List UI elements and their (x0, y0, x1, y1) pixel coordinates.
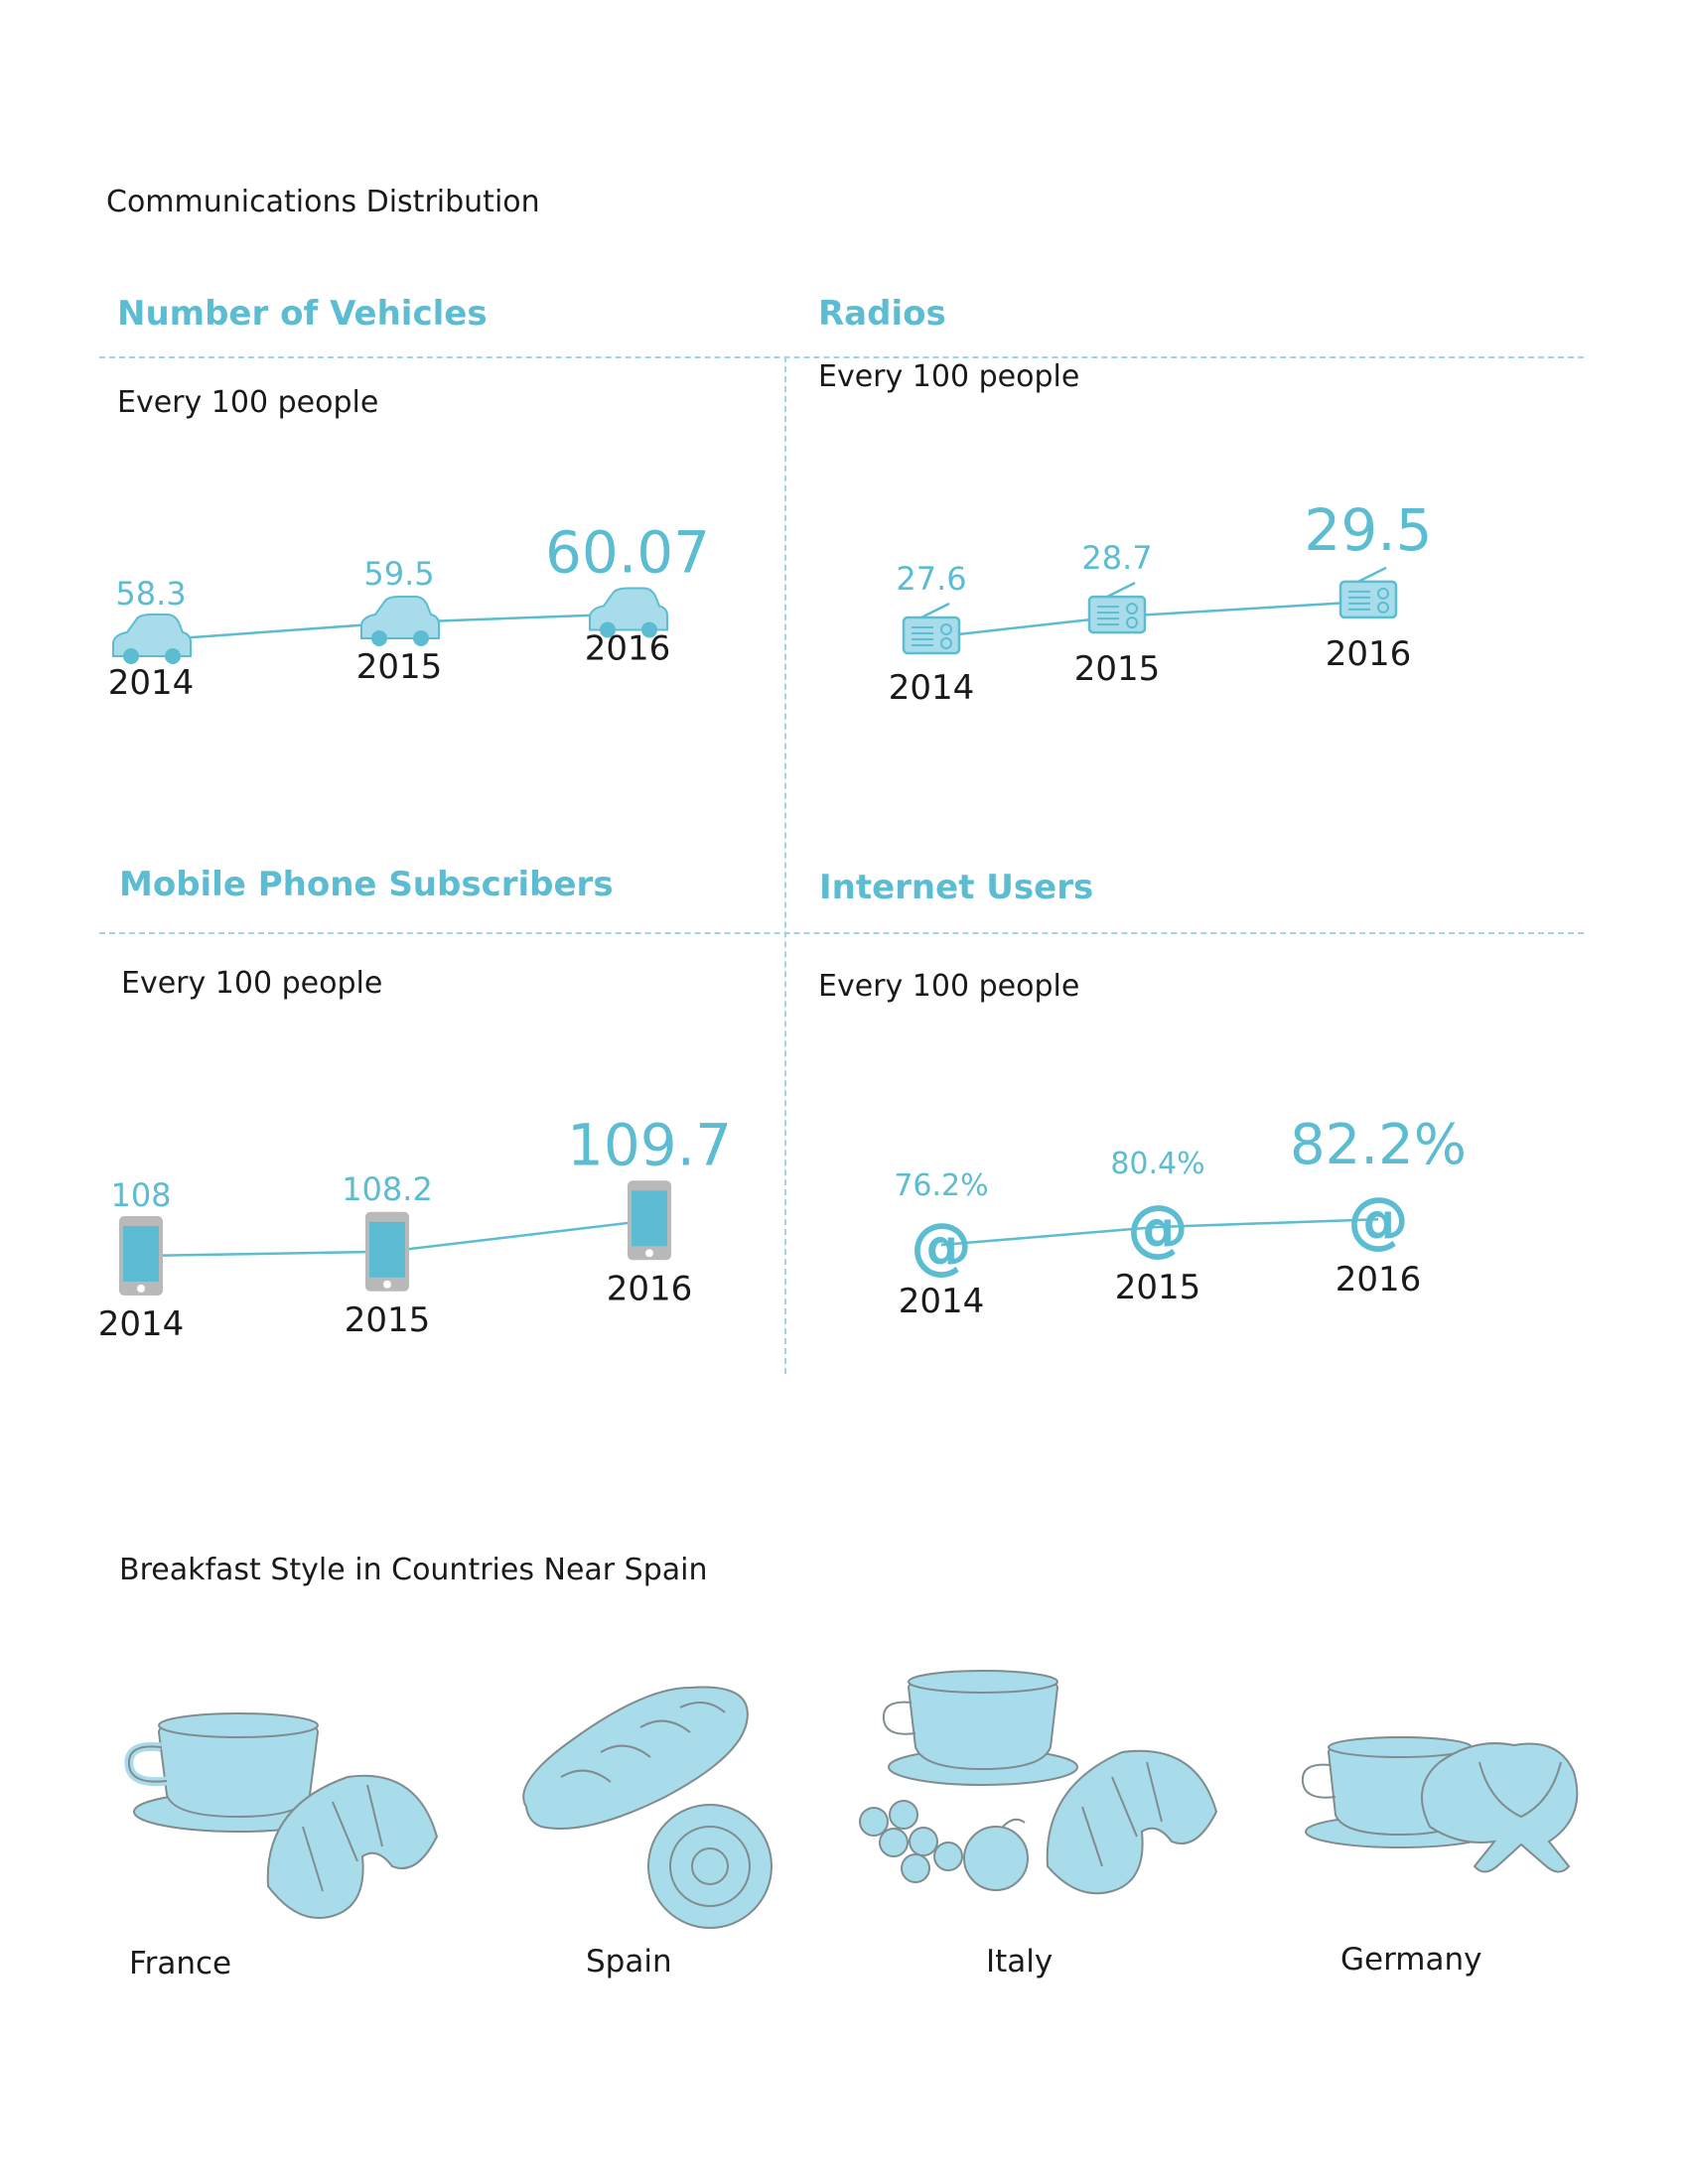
at-icon (911, 1209, 972, 1282)
divider-vertical (784, 356, 786, 1374)
internet-chart (814, 1102, 1529, 1350)
at-icon (1347, 1183, 1409, 1256)
panel-subtitle-vehicles: Every 100 people (117, 385, 379, 420)
data-label: 60.07 (544, 518, 711, 587)
panel-title-mobile: Mobile Phone Subscribers (119, 865, 614, 904)
panel-subtitle-internet: Every 100 people (818, 969, 1080, 1004)
data-label: 27.6 (896, 560, 967, 598)
year-tick-label: 2014 (898, 1282, 985, 1321)
year-tick-label: 2016 (584, 628, 671, 669)
radio-icon (1089, 583, 1145, 632)
coffee-cup-and-pretzel-illustration (1291, 1707, 1589, 1926)
year-tick-label: 2015 (344, 1299, 431, 1340)
vehicles-chart (99, 496, 774, 725)
at-icon (1127, 1191, 1189, 1264)
data-label: 29.5 (1304, 495, 1433, 564)
panel-title-radios: Radios (818, 294, 946, 334)
bread-loaf-and-fried-egg-illustration (516, 1668, 774, 1936)
data-label: 76.2% (894, 1168, 989, 1203)
breakfast-title: Breakfast Style in Countries Near Spain (119, 1553, 708, 1587)
svg-text:@: @ (911, 1209, 972, 1282)
panel-subtitle-radios: Every 100 people (818, 359, 1080, 394)
coffee-cup-croissant-and-fruit-illustration (854, 1648, 1221, 1936)
year-tick-label: 2014 (97, 1304, 185, 1344)
coffee-cup-and-croissant-illustration (119, 1678, 447, 1936)
data-label: 59.5 (363, 555, 435, 593)
car-icon (113, 614, 191, 664)
phone-icon (365, 1212, 409, 1292)
year-tick-label: 2016 (1335, 1260, 1422, 1300)
year-tick-label: 2014 (107, 663, 195, 703)
country-label-germany: Germany (1340, 1942, 1482, 1978)
svg-text:@: @ (1347, 1183, 1409, 1257)
phone-icon (628, 1180, 671, 1260)
panel-title-internet: Internet Users (819, 868, 1094, 907)
year-tick-label: 2016 (1325, 633, 1412, 674)
panel-subtitle-mobile: Every 100 people (121, 966, 383, 1001)
country-label-spain: Spain (586, 1944, 672, 1979)
radio-icon (904, 604, 959, 653)
divider-top (99, 356, 1584, 358)
data-label: 82.2% (1290, 1113, 1467, 1178)
data-label: 108 (110, 1176, 172, 1214)
radio-icon (1340, 568, 1396, 617)
data-label: 108.2 (342, 1169, 433, 1208)
year-tick-label: 2014 (888, 668, 975, 708)
car-icon (361, 597, 439, 646)
year-tick-label: 2015 (355, 647, 443, 687)
year-tick-label: 2016 (606, 1269, 693, 1309)
year-tick-label: 2015 (1114, 1267, 1201, 1307)
data-label: 80.4% (1110, 1146, 1205, 1181)
mobile-chart (99, 1082, 774, 1360)
svg-text:@: @ (1127, 1190, 1189, 1264)
divider-middle (99, 932, 1584, 934)
data-label: 28.7 (1081, 539, 1153, 578)
series-line (931, 602, 1368, 637)
country-label-italy: Italy (986, 1944, 1054, 1979)
year-tick-label: 2015 (1073, 649, 1161, 690)
phone-icon (119, 1216, 163, 1296)
data-label: 109.7 (566, 1111, 733, 1179)
country-label-france: France (129, 1946, 232, 1981)
panel-title-vehicles: Number of Vehicles (117, 294, 488, 334)
data-label: 58.3 (115, 575, 187, 613)
section-title: Communications Distribution (106, 185, 540, 219)
radios-chart (814, 467, 1509, 725)
